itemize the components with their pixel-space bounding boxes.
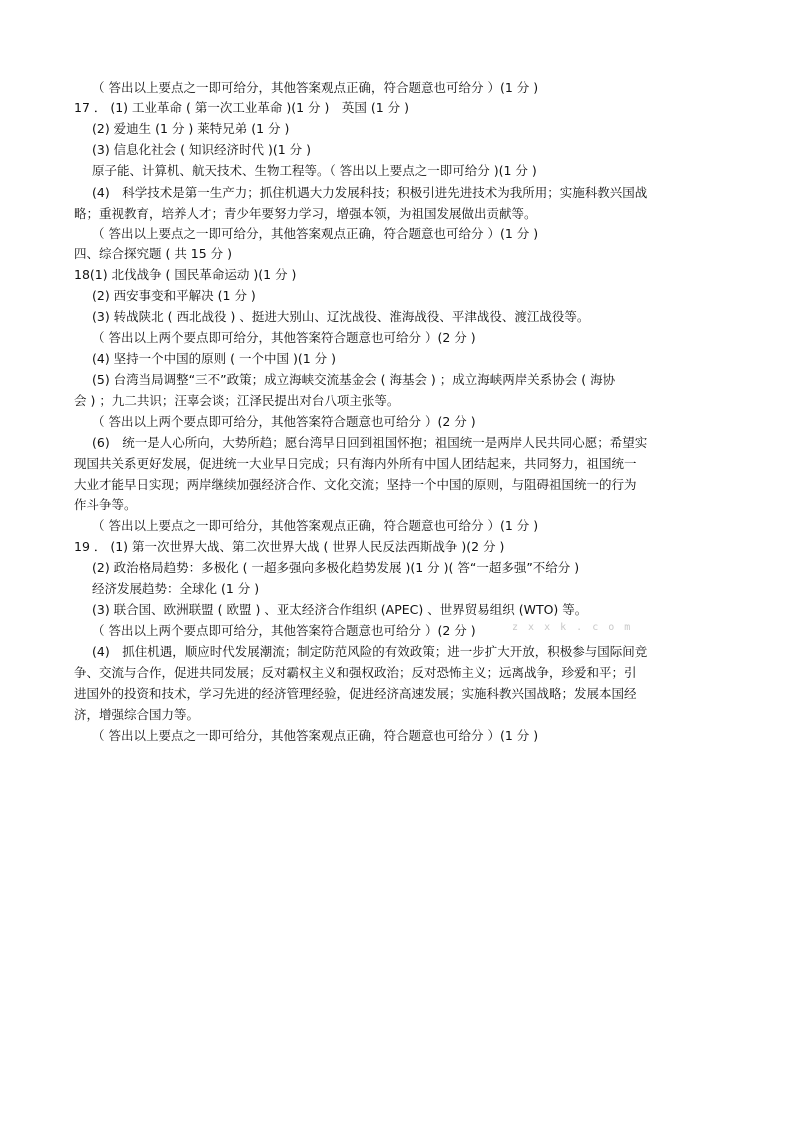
text-line: (4) 坚持一个中国的原则 ( 一个中国 )(1 分 ) [92, 351, 337, 366]
text-line: (4) 抓住机遇，顺应时代发展潮流；制定防范风险的有效政策；进一步扩大开放，积极参与国际间竞 [92, 644, 648, 659]
text-line: 济，增强综合国力等。 [74, 707, 200, 722]
text-line: (2) 爱迪生 (1 分 ) 莱特兄弟 (1 分 ) [92, 121, 290, 136]
text-line: 争、交流与合作，促进共同发展；反对霸权主义和强权政治；反对恐怖主义；远离战争，珍爱和平；引 [74, 665, 637, 680]
text-line: （ 答出以上要点之一即可给分，其他答案观点正确，符合题意也可给分 ）(1 分 ) [92, 226, 539, 241]
text-line: (3) 信息化社会 ( 知识经济时代 )(1 分 ) [92, 142, 312, 157]
text-line: 大业才能早日实现；两岸继续加强经济合作、文化交流；坚持一个中国的原则，与阻碍祖国统一的行为 [74, 477, 637, 492]
text-line: 经济发展趋势：全球化 (1 分 ) [92, 581, 260, 596]
question-18-heading: 18(1) 北伐战争 ( 国民革命运动 )(1 分 ) [74, 267, 297, 282]
section-heading: 四、综合探究题 ( 共 15 分 ) [74, 246, 233, 261]
text-line: 作斗争等。 [74, 497, 137, 512]
text-line: (3) 联合国、欧洲联盟 ( 欧盟 ) 、亚太经济合作组织 (APEC) 、世界贸易组织 (WTO) 等。 [92, 602, 588, 617]
text-line: (6) 统一是人心所向，大势所趋；愿台湾早日回到祖国怀抱；祖国统一是两岸人民共同心愿；希望实 [92, 435, 648, 450]
text-line: （ 答出以上两个要点即可给分，其他答案符合题意也可给分 ）(2 分 ) [92, 330, 476, 345]
text-line: (2) 政治格局趋势：多极化 ( 一超多强向多极化趋势发展 )(1 分 )( 答“一超多强”不给分 ) [92, 560, 580, 575]
text-line: (5) 台湾当局调整“三不”政策；成立海峡交流基金会 ( 海基会 ) ；成立海峡两岸关系协会 ( 海协 [92, 372, 616, 387]
text-line: (3) 转战陕北 ( 西北战役 ) 、挺进大别山、辽沈战役、淮海战役、平津战役、渡江战役等。 [92, 309, 590, 324]
question-17-heading: 17 ． (1) 工业革命 ( 第一次工业革命 )(1 分 ) 英国 (1 分 ) [74, 100, 409, 115]
text-line: （ 答出以上两个要点即可给分，其他答案符合题意也可给分 ）(2 分 ) [92, 623, 476, 638]
question-19-heading: 19 ． (1) 第一次世界大战、第二次世界大战 ( 世界人民反法西斯战争 )(2 分 ) [74, 539, 505, 554]
text-line: (4) 科学技术是第一生产力；抓住机遇大力发展科技；积极引进先进技术为我所用；实施科教兴国战 [92, 185, 648, 200]
text-line: 原子能、计算机、航天技术、生物工程等。（ 答出以上要点之一即可给分 )(1 分 ) [92, 163, 537, 178]
text-line: 略；重视教育，培养人才；青少年要努力学习，增强本领，为祖国发展做出贡献等。 [74, 206, 537, 221]
text-line: （ 答出以上要点之一即可给分，其他答案观点正确，符合题意也可给分 ）(1 分 ) [92, 80, 539, 95]
text-line: 进国外的投资和技术，学习先进的经济管理经验，促进经济高速发展；实施科教兴国战略；发展本国经 [74, 686, 637, 701]
text-line: 现国共关系更好发展，促进统一大业早日完成；只有海内外所有中国人团结起来，共同努力，祖国统一 [74, 456, 637, 471]
text-line: （ 答出以上要点之一即可给分，其他答案观点正确，符合题意也可给分 ）(1 分 ) [92, 728, 539, 743]
text-line: 会 ) ；九二共识；汪辜会谈；江泽民提出对台八项主张等。 [74, 393, 400, 408]
text-line: (2) 西安事变和平解决 (1 分 ) [92, 288, 256, 303]
text-line: （ 答出以上两个要点即可给分，其他答案符合题意也可给分 ）(2 分 ) [92, 414, 476, 429]
text-line: （ 答出以上要点之一即可给分，其他答案观点正确，符合题意也可给分 ）(1 分 ) [92, 518, 539, 533]
watermark: z x x k . c o m [512, 622, 633, 633]
